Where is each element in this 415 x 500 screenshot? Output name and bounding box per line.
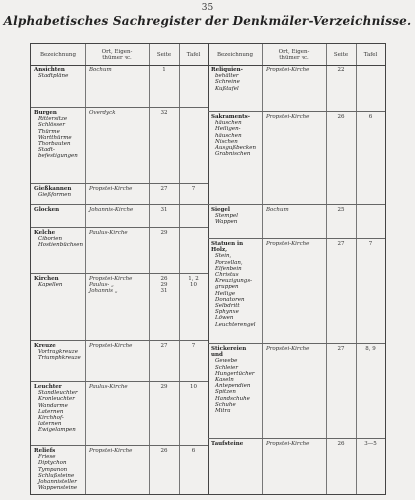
register-table (30, 43, 386, 495)
entry-sub-term: Antependien (215, 383, 251, 390)
entry-main-term: Statuen in Holz, (211, 241, 244, 254)
entry-designation (34, 230, 82, 249)
register-entry (31, 382, 208, 446)
entry-page-number: 26 (160, 448, 168, 454)
entry-page (326, 114, 356, 120)
entry-designation (34, 448, 82, 491)
entry-plate-number: 10 (190, 384, 197, 390)
entry-page-number: 27 (337, 346, 345, 352)
entry-plate-number: 7 (368, 241, 373, 247)
entry-sub-term: befestigungen (38, 153, 78, 160)
entry-location (89, 343, 147, 349)
entry-page (149, 230, 179, 236)
entry-sub-term: Thorbauten (38, 141, 71, 148)
entry-sub-term: Kirchhof- (38, 415, 64, 422)
entry-main-term: Kelche (34, 230, 56, 236)
entry-page (149, 186, 179, 192)
entry-page-number: 29 (160, 384, 168, 390)
entry-main-term: Stickereien und (211, 346, 247, 359)
entry-designation (211, 241, 259, 328)
entry-page-number: 31 (160, 288, 168, 295)
entry-location-line: Propstei-Kirche (89, 276, 133, 282)
entry-location-line: Propstei-Kirche (266, 241, 310, 247)
entry-plate (356, 346, 385, 352)
entry-sub-term: Thürme (38, 128, 60, 135)
entry-main-term: Siegel (211, 207, 230, 213)
entry-location (89, 67, 147, 73)
entry-page (326, 346, 356, 352)
entry-plate-number: 3—5 (364, 441, 377, 447)
entry-sub-term: Standleuchter (38, 390, 78, 397)
entry-sub-term: Schleier (215, 364, 239, 371)
entry-sub-term: Heilige (215, 290, 236, 297)
entry-page-number: 27 (160, 343, 168, 349)
entry-designation (34, 110, 82, 160)
register-entry (208, 205, 385, 239)
register-entry (31, 228, 208, 274)
page-title: Alphabetisches Sachregister der Denkmäler-Verzeichnisse. (3, 14, 412, 28)
entry-sub-term: Stadt- (38, 147, 55, 154)
page-number: 35 (201, 3, 214, 13)
register-entry (208, 239, 385, 344)
entry-page-number: 1 (162, 67, 166, 73)
entry-page (149, 276, 179, 295)
entry-sub-term: Stempel (215, 213, 238, 220)
entry-location-line: Paulus- „ (89, 282, 114, 289)
entry-main-term: Gießkannen (34, 186, 72, 192)
entry-page (149, 343, 179, 349)
entry-sub-term: Gießformen (38, 192, 72, 199)
entry-location-line: Johannis-Kirche (89, 207, 134, 213)
entry-designation (34, 207, 82, 213)
entry-location-line: Propstei-Kirche (266, 67, 310, 73)
entry-location-line: Propstei-Kirche (89, 343, 133, 349)
entry-sub-term: Friese (38, 454, 56, 461)
entry-designation (34, 186, 82, 198)
entry-sub-term: Diptychon (38, 460, 67, 467)
column-header-page: Seite (156, 51, 172, 58)
entry-page-number: 26 (160, 276, 168, 282)
entry-sub-term: Gewebe (215, 358, 238, 365)
entry-main-term: Kreuze (34, 343, 56, 349)
entry-sub-term: Wandarme (38, 402, 68, 409)
register-entry (31, 205, 208, 228)
entry-plate-number: 6 (191, 448, 196, 454)
entry-sub-term: Kaseln (215, 377, 234, 384)
entry-sub-term: Ausgußbecken (215, 145, 257, 152)
entry-location-line: Overdyck (89, 110, 116, 116)
entry-plate (179, 343, 208, 349)
entry-sub-term: Hungertücher (215, 370, 255, 377)
entry-sub-term: Schreine (215, 79, 240, 86)
entry-page-number: 22 (337, 67, 345, 73)
entry-page-number: 26 (337, 441, 345, 447)
entry-page (326, 241, 356, 247)
entry-location (89, 110, 147, 116)
entry-sub-term: Kronleuchter (38, 396, 75, 403)
register-right-half (208, 44, 385, 494)
entry-page (149, 207, 179, 213)
entry-plate-number: 10 (190, 282, 197, 289)
entry-page (149, 448, 179, 454)
entry-location-line: Propstei-Kirche (89, 186, 133, 192)
entry-designation (211, 441, 259, 447)
register-entry (31, 341, 208, 382)
entry-location (89, 276, 147, 295)
entry-sub-term: Sphynxe (215, 309, 239, 316)
entry-sub-term: Spitzen (215, 389, 236, 396)
entry-sub-term: Kapellen (38, 282, 63, 289)
entry-designation (34, 276, 82, 288)
entry-designation (211, 114, 259, 157)
register-entry (31, 446, 208, 494)
column-header-location: Ort, Eigen- thümer ꝛc. (101, 48, 133, 61)
entry-sub-term: Selbdritt (215, 303, 240, 310)
entry-plate (179, 384, 208, 390)
entry-plate-number: 6 (368, 114, 373, 120)
entry-plate (356, 114, 385, 120)
column-header-designation: Bezeichnung (40, 51, 76, 58)
column-header-designation: Bezeichnung (217, 51, 253, 58)
entry-designation (34, 67, 82, 79)
entry-sub-term: Leuchterengel (215, 321, 256, 328)
table-header-left (31, 44, 208, 66)
entry-sub-term: Wappensteine (38, 485, 78, 492)
entry-sub-term: Elfenbein (215, 265, 242, 272)
entry-location (266, 241, 324, 247)
entry-designation (211, 207, 259, 226)
entry-page (326, 67, 356, 73)
entry-location (266, 346, 324, 352)
entry-sub-term: Ciborien (38, 236, 62, 243)
entry-page (326, 441, 356, 447)
entry-main-term: Kirchen (34, 276, 59, 282)
register-entry (31, 184, 208, 205)
entry-plate-number: 8, 9 (365, 346, 376, 352)
entry-location-line: Propstei-Kirche (266, 114, 310, 120)
entry-designation (34, 343, 82, 362)
entry-location (266, 207, 324, 213)
entry-sub-term: Donatoren (215, 296, 245, 303)
entry-main-term: Ansichten (34, 67, 65, 73)
entry-location (89, 384, 147, 390)
entry-plate-number: 7 (191, 343, 196, 349)
entry-page-number: 27 (160, 186, 168, 192)
entry-main-term: Reliquien- (211, 67, 243, 73)
register-left-half (31, 44, 209, 494)
entry-sub-term: Schlußsteine (38, 472, 75, 479)
entry-sub-term: Laternen (38, 408, 64, 415)
entry-sub-term: Kußtafel (215, 85, 239, 92)
entry-location (266, 67, 324, 73)
entry-plate-number: 7 (191, 186, 196, 192)
entry-sub-term: Triumphkreuze (38, 355, 81, 362)
entry-location-line: Propstei-Kirche (89, 448, 133, 454)
entry-page-number: 27 (337, 241, 345, 247)
column-header-page: Seite (333, 51, 349, 58)
register-entry (31, 274, 208, 341)
entry-location-line: Paulus-Kirche (89, 384, 128, 390)
register-entry (208, 65, 385, 112)
entry-sub-term: häuschen (215, 120, 242, 127)
entry-sub-term: Stein, Porzellan, (215, 253, 243, 266)
entry-location-line: Paulus-Kirche (89, 230, 128, 236)
entry-sub-term: Handschuhe (215, 395, 250, 402)
entry-sub-term: laternen (38, 421, 62, 428)
register-entry (208, 439, 385, 494)
entry-sub-term: Johannisteller (38, 479, 77, 486)
entry-page-number: 31 (160, 207, 168, 213)
entry-sub-term: Ewigelampen (38, 427, 76, 434)
entry-location (89, 448, 147, 454)
entry-page-number: 32 (160, 110, 168, 116)
entry-plate (179, 448, 208, 454)
entry-location-line: Johannis „ (89, 288, 118, 295)
entry-location (89, 230, 147, 236)
entry-location (89, 186, 147, 192)
entry-location-line: Propstei-Kirche (266, 441, 310, 447)
entry-sub-term: Vortragkreuze (38, 349, 78, 356)
table-header-right (208, 44, 385, 66)
entry-plate (179, 186, 208, 192)
column-header-plate: Tafel (186, 51, 201, 58)
entry-sub-term: Hostienbüchsen (38, 242, 84, 249)
entry-main-term: Glocken (34, 207, 60, 213)
entry-sub-term: Wartthürme (38, 134, 72, 141)
entry-designation (211, 346, 259, 414)
entry-location (89, 207, 147, 213)
entry-plate (179, 276, 208, 288)
entry-sub-term: Heiligen- (215, 126, 241, 133)
entry-sub-term: Löwen (215, 315, 234, 322)
entry-plate-number: 1, 2 (188, 276, 199, 282)
column-header-plate: Tafel (363, 51, 378, 58)
entry-designation (211, 67, 259, 92)
entry-plate (356, 441, 385, 447)
entry-main-term: Taufsteine (211, 441, 244, 447)
entry-sub-term: Grabnischen (215, 151, 251, 158)
register-entry (31, 108, 208, 184)
entry-sub-term: Nischen (215, 138, 238, 145)
entry-page (149, 384, 179, 390)
entry-sub-term: Kreuzigungs- (215, 278, 252, 285)
entry-main-term: Leuchter (34, 384, 62, 390)
entry-sub-term: Rittersitze (38, 116, 68, 123)
entry-sub-term: gruppen (215, 284, 239, 291)
entry-sub-term: behälter (215, 73, 239, 80)
entry-page (326, 207, 356, 213)
register-entry (31, 65, 208, 108)
entry-sub-term: häuschen (215, 132, 242, 139)
entry-plate (356, 241, 385, 247)
register-entry (208, 112, 385, 205)
entry-page-number: 25 (337, 207, 345, 213)
entry-designation (34, 384, 82, 434)
entry-page-number: 26 (337, 114, 345, 120)
entry-page-number: 29 (160, 230, 168, 236)
entry-sub-term: Wappen (215, 219, 238, 226)
entry-location-line: Bochum (89, 67, 112, 73)
entry-location-line: Propstei-Kirche (266, 346, 310, 352)
entry-location (266, 441, 324, 447)
entry-sub-term: Schlösser (38, 122, 65, 129)
column-header-location: Ort, Eigen- thümer ꝛc. (278, 48, 310, 61)
entry-sub-term: Mitra (215, 408, 231, 415)
entry-location-line: Bochum (266, 207, 289, 213)
register-entry (208, 344, 385, 439)
entry-sub-term: Tympanon (38, 466, 68, 473)
entry-main-term: Reliefs (34, 448, 56, 454)
entry-sub-term: Stadtpläne (38, 73, 69, 80)
entry-sub-term: Christus (215, 272, 239, 279)
entry-main-term: Sakraments- (211, 114, 251, 120)
entry-location (266, 114, 324, 120)
entry-sub-term: Schuhe (215, 401, 236, 408)
entry-page (149, 67, 179, 73)
entry-main-term: Burgen (34, 110, 57, 116)
entry-page (149, 110, 179, 116)
entry-page-number: 29 (160, 282, 168, 289)
